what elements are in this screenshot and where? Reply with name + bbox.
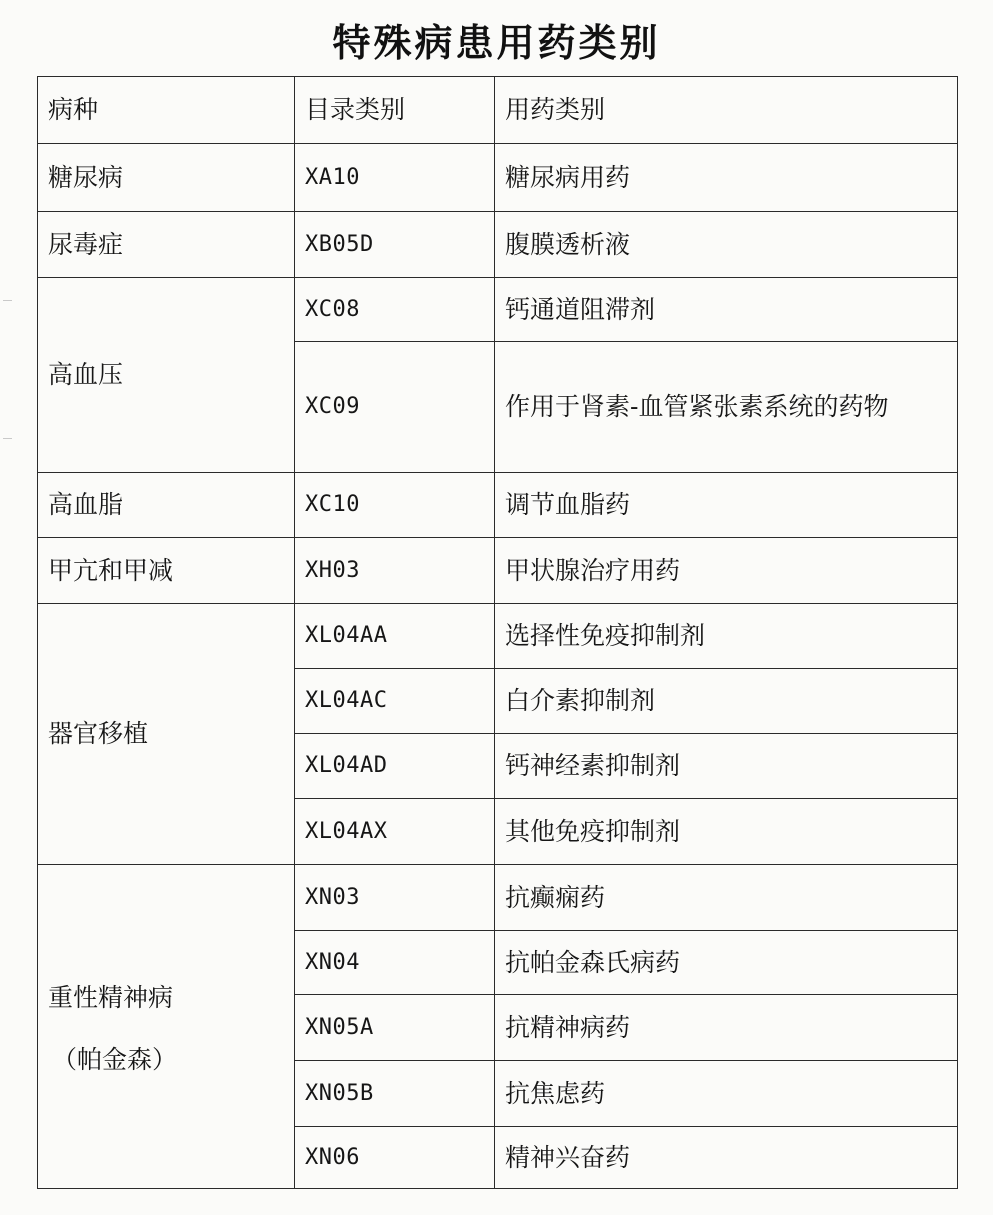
drug-class-cell: 甲状腺治疗用药: [495, 538, 958, 604]
drug-class-cell: 其他免疫抑制剂: [495, 799, 958, 865]
drug-class-cell: 钙通道阻滞剂: [495, 278, 958, 342]
disease-cell: 高血脂: [38, 473, 295, 538]
disease-cell: 糖尿病: [38, 144, 295, 212]
drug-class-cell: 选择性免疫抑制剂: [495, 604, 958, 669]
drug-class-cell: 白介素抑制剂: [495, 669, 958, 734]
drug-class-cell: 腹膜透析液: [495, 212, 958, 278]
catalog-code-cell: XH03: [295, 538, 495, 604]
page-title: 特殊病患用药类别: [332, 21, 661, 65]
table-header-row: [38, 77, 958, 144]
disease-cell: 甲亢和甲减: [38, 538, 295, 604]
drug-class-cell: 抗精神病药: [495, 995, 958, 1061]
catalog-code-cell: XN04: [295, 931, 495, 995]
table-row: [38, 865, 958, 931]
catalog-code-cell: XC10: [295, 473, 495, 538]
catalog-code-cell: XC08: [295, 278, 495, 342]
catalog-code-cell: XN06: [295, 1127, 495, 1189]
drug-class-cell: 抗焦虑药: [495, 1061, 958, 1127]
drug-class-cell: 抗癫痫药: [495, 865, 958, 931]
table-row: [38, 473, 958, 538]
drug-class-cell: 调节血脂药: [495, 473, 958, 538]
disease-cell: 尿毒症: [38, 212, 295, 278]
drug-class-cell: 精神兴奋药: [495, 1127, 958, 1189]
header-catalog: 目录类别: [295, 77, 495, 144]
catalog-code-cell: XN05B: [295, 1061, 495, 1127]
disease-cell: 高血压: [38, 278, 295, 473]
catalog-code-cell: XB05D: [295, 212, 495, 278]
table-row: [38, 278, 958, 342]
catalog-code-cell: XN05A: [295, 995, 495, 1061]
catalog-code-cell: XL04AA: [295, 604, 495, 669]
catalog-code-cell: XN03: [295, 865, 495, 931]
disease-name: 重性精神病: [48, 982, 174, 1012]
table-row: [38, 538, 958, 604]
table-row: [38, 604, 958, 669]
catalog-code-cell: XL04AC: [295, 669, 495, 734]
scan-mark: [3, 438, 12, 439]
disease-cell: 器官移植: [38, 604, 295, 865]
header-disease: 病种: [38, 77, 295, 144]
drug-class-cell: 钙神经素抑制剂: [495, 734, 958, 799]
catalog-code-cell: XL04AD: [295, 734, 495, 799]
header-drug-class: 用药类别: [495, 77, 958, 144]
disease-cell: [38, 865, 295, 1189]
drug-class-cell: 作用于肾素-血管紧张素系统的药物: [495, 342, 958, 473]
catalog-code-cell: XA10: [295, 144, 495, 212]
table-row: [38, 212, 958, 278]
drug-class-cell: 抗帕金森氏病药: [495, 931, 958, 995]
disease-note: （帕金森）: [52, 1044, 178, 1074]
catalog-code-cell: XC09: [295, 342, 495, 473]
catalog-code-cell: XL04AX: [295, 799, 495, 865]
medication-category-table: [37, 76, 958, 1189]
scan-mark: [3, 300, 12, 301]
drug-class-cell: 糖尿病用药: [495, 144, 958, 212]
table-row: [38, 144, 958, 212]
